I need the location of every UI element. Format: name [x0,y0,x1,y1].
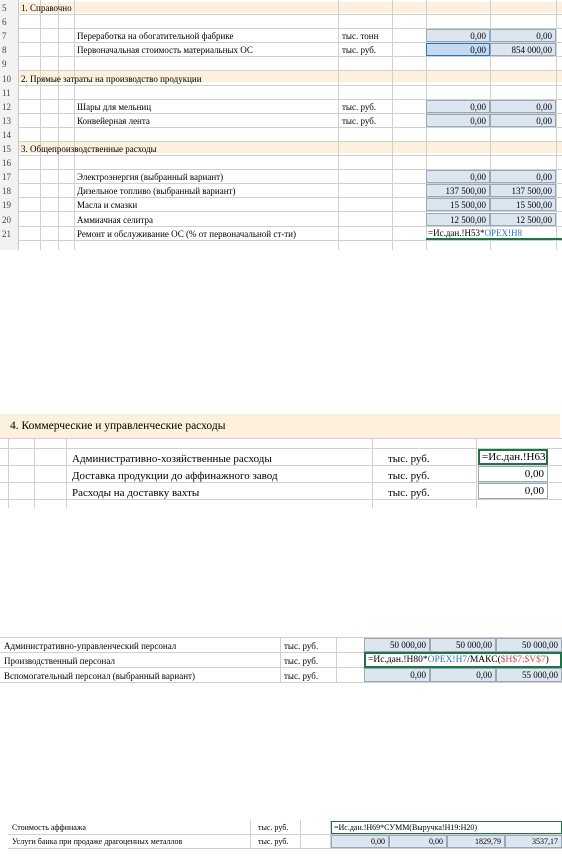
sheet-block-1 [0,0,562,250]
value-cell[interactable]: 0,00 [426,100,490,113]
row-number: 11 [2,87,11,98]
row-number: 19 [2,200,11,211]
value-cell[interactable]: 12 500,00 [426,213,490,226]
row-unit: тыс. руб. [258,837,289,846]
row-unit: тыс. руб. [284,641,319,651]
row-label: Конвейерная лента [77,115,150,126]
formula-op: * [479,228,485,238]
value-cell[interactable]: 137 500,00 [426,184,490,197]
value-cell[interactable]: 0,00 [426,114,490,127]
row-label: Стоимость аффинажа [12,823,86,832]
row-number: 16 [2,158,11,169]
sheet-block-4 [0,820,562,850]
value-cell[interactable]: 3537,17 [505,835,562,848]
formula-part: ) [545,655,549,665]
row-unit: тыс. руб. [258,823,289,832]
row-label: Административно-управленческий персонал [4,641,177,651]
row-label: Электроэнергия (выбранный вариант) [77,172,224,183]
row-unit: тыс. руб. [342,115,377,126]
formula-part: =Ис.дан.!H53 [428,228,480,238]
row-number: 10 [2,73,11,84]
row-label: Шары для мельниц [77,101,152,112]
formula-part: =Ис.дан.!H80* [368,655,428,665]
value-cell[interactable]: 0,00 [426,43,490,56]
value-cell[interactable]: 854 000,00 [490,43,556,56]
value-cell[interactable]: 12 500,00 [490,213,556,226]
row-label: Аммиачная селитра [77,214,154,225]
section-heading: 1. Справочно [21,3,72,13]
value-cell[interactable]: 50 000,00 [364,638,430,652]
row-unit: тыс. руб. [388,453,430,465]
value-cell[interactable]: 0,00 [490,100,556,113]
row-unit: тыс. руб. [342,101,377,112]
row-number: 17 [2,172,11,183]
row-number: 7 [2,31,7,42]
section-heading: 2. Прямые затраты на производство продукции [21,73,202,84]
value-cell[interactable]: 1829,79 [447,835,505,848]
row-label: Расходы на доставку вахты [72,487,200,499]
row-number: 12 [2,101,11,112]
formula-ref: OPEX!H8 [484,228,522,238]
value-cell[interactable]: 0,00 [426,29,490,42]
row-number: 9 [2,59,7,70]
value-cell[interactable]: 0,00 [426,170,490,183]
formula-ref: $H$7:$V$7 [500,655,546,665]
row-unit: тыс. руб. [342,45,377,56]
row-label: Производственный персонал [4,656,115,666]
row-unit: тыс. руб. [388,487,430,499]
value-cell[interactable]: 0,00 [490,29,556,42]
value-cell[interactable]: 0,00 [490,170,556,183]
row-number: 14 [2,129,11,140]
row-label: Административно-хозяйственные расходы [72,453,272,465]
row-number: 20 [2,214,11,225]
row-unit: тыс. тонн [342,31,379,42]
value-cell[interactable]: 0,00 [331,835,389,848]
value-cell[interactable]: 0,00 [389,835,447,848]
formula-ref: OPEX!H7 [427,655,468,665]
row-unit: тыс. руб. [388,470,430,482]
formula-cell-affinage[interactable]: =Ис.дан.!H69*СУММ(Выручка!H19:H20) [331,821,562,834]
value-cell[interactable]: 50 000,00 [430,638,496,652]
row-unit: тыс. руб. [284,656,319,666]
value-cell[interactable]: 15 500,00 [426,198,490,211]
value-cell[interactable]: 0,00 [430,668,496,682]
row-number: 18 [2,186,11,197]
row-label: Переработка на обогатительной фабрике [77,31,234,42]
row-number: 8 [2,45,7,56]
value-cell[interactable]: 0,00 [490,114,556,127]
value-cell[interactable]: 15 500,00 [490,198,556,211]
sheet-block-3 [0,637,562,687]
row-number: 21 [2,228,11,239]
section-heading: 3. Общепроизводственные расходы [21,144,157,154]
section-title-4: 4. Коммерческие и управленческие расходы [10,420,226,432]
value-cell[interactable]: 0,00 [478,483,548,499]
row-label: Ремонт и обслуживание ОС (% от первоначальной ст-ти) [77,228,296,239]
formula-part: /МАКС( [467,655,501,665]
formula-cell-prod-staff[interactable] [364,652,562,668]
value-cell[interactable]: 0,00 [478,466,548,482]
formula-cell-r21[interactable] [426,227,562,240]
row-number: 13 [2,115,11,126]
row-label: Дизельное топливо (выбранный вариант) [77,186,236,197]
row-number: 5 [2,3,7,13]
value-cell[interactable]: 50 000,00 [496,638,562,652]
value-cell[interactable]: 55 000,00 [496,668,562,682]
row-label: Доставка продукции до аффинажного завод [72,470,278,482]
row-number: 6 [2,17,7,28]
value-cell[interactable]: 0,00 [364,668,430,682]
formula-cell-admin[interactable]: =Ис.дан.!H63 [478,449,548,465]
row-number: 15 [2,144,11,154]
row-label: Вспомогательный персонал (выбранный вариант) [4,671,195,681]
row-label: Услуги банка при продаже драгоценных металлов [12,837,183,846]
sheet-block-2 [0,414,562,508]
row-label: Масла и смазки [77,200,138,211]
value-cell[interactable]: 137 500,00 [490,184,556,197]
row-unit: тыс. руб. [284,671,319,681]
row-label: Первоначальная стоимость материальных ОС [77,45,253,56]
